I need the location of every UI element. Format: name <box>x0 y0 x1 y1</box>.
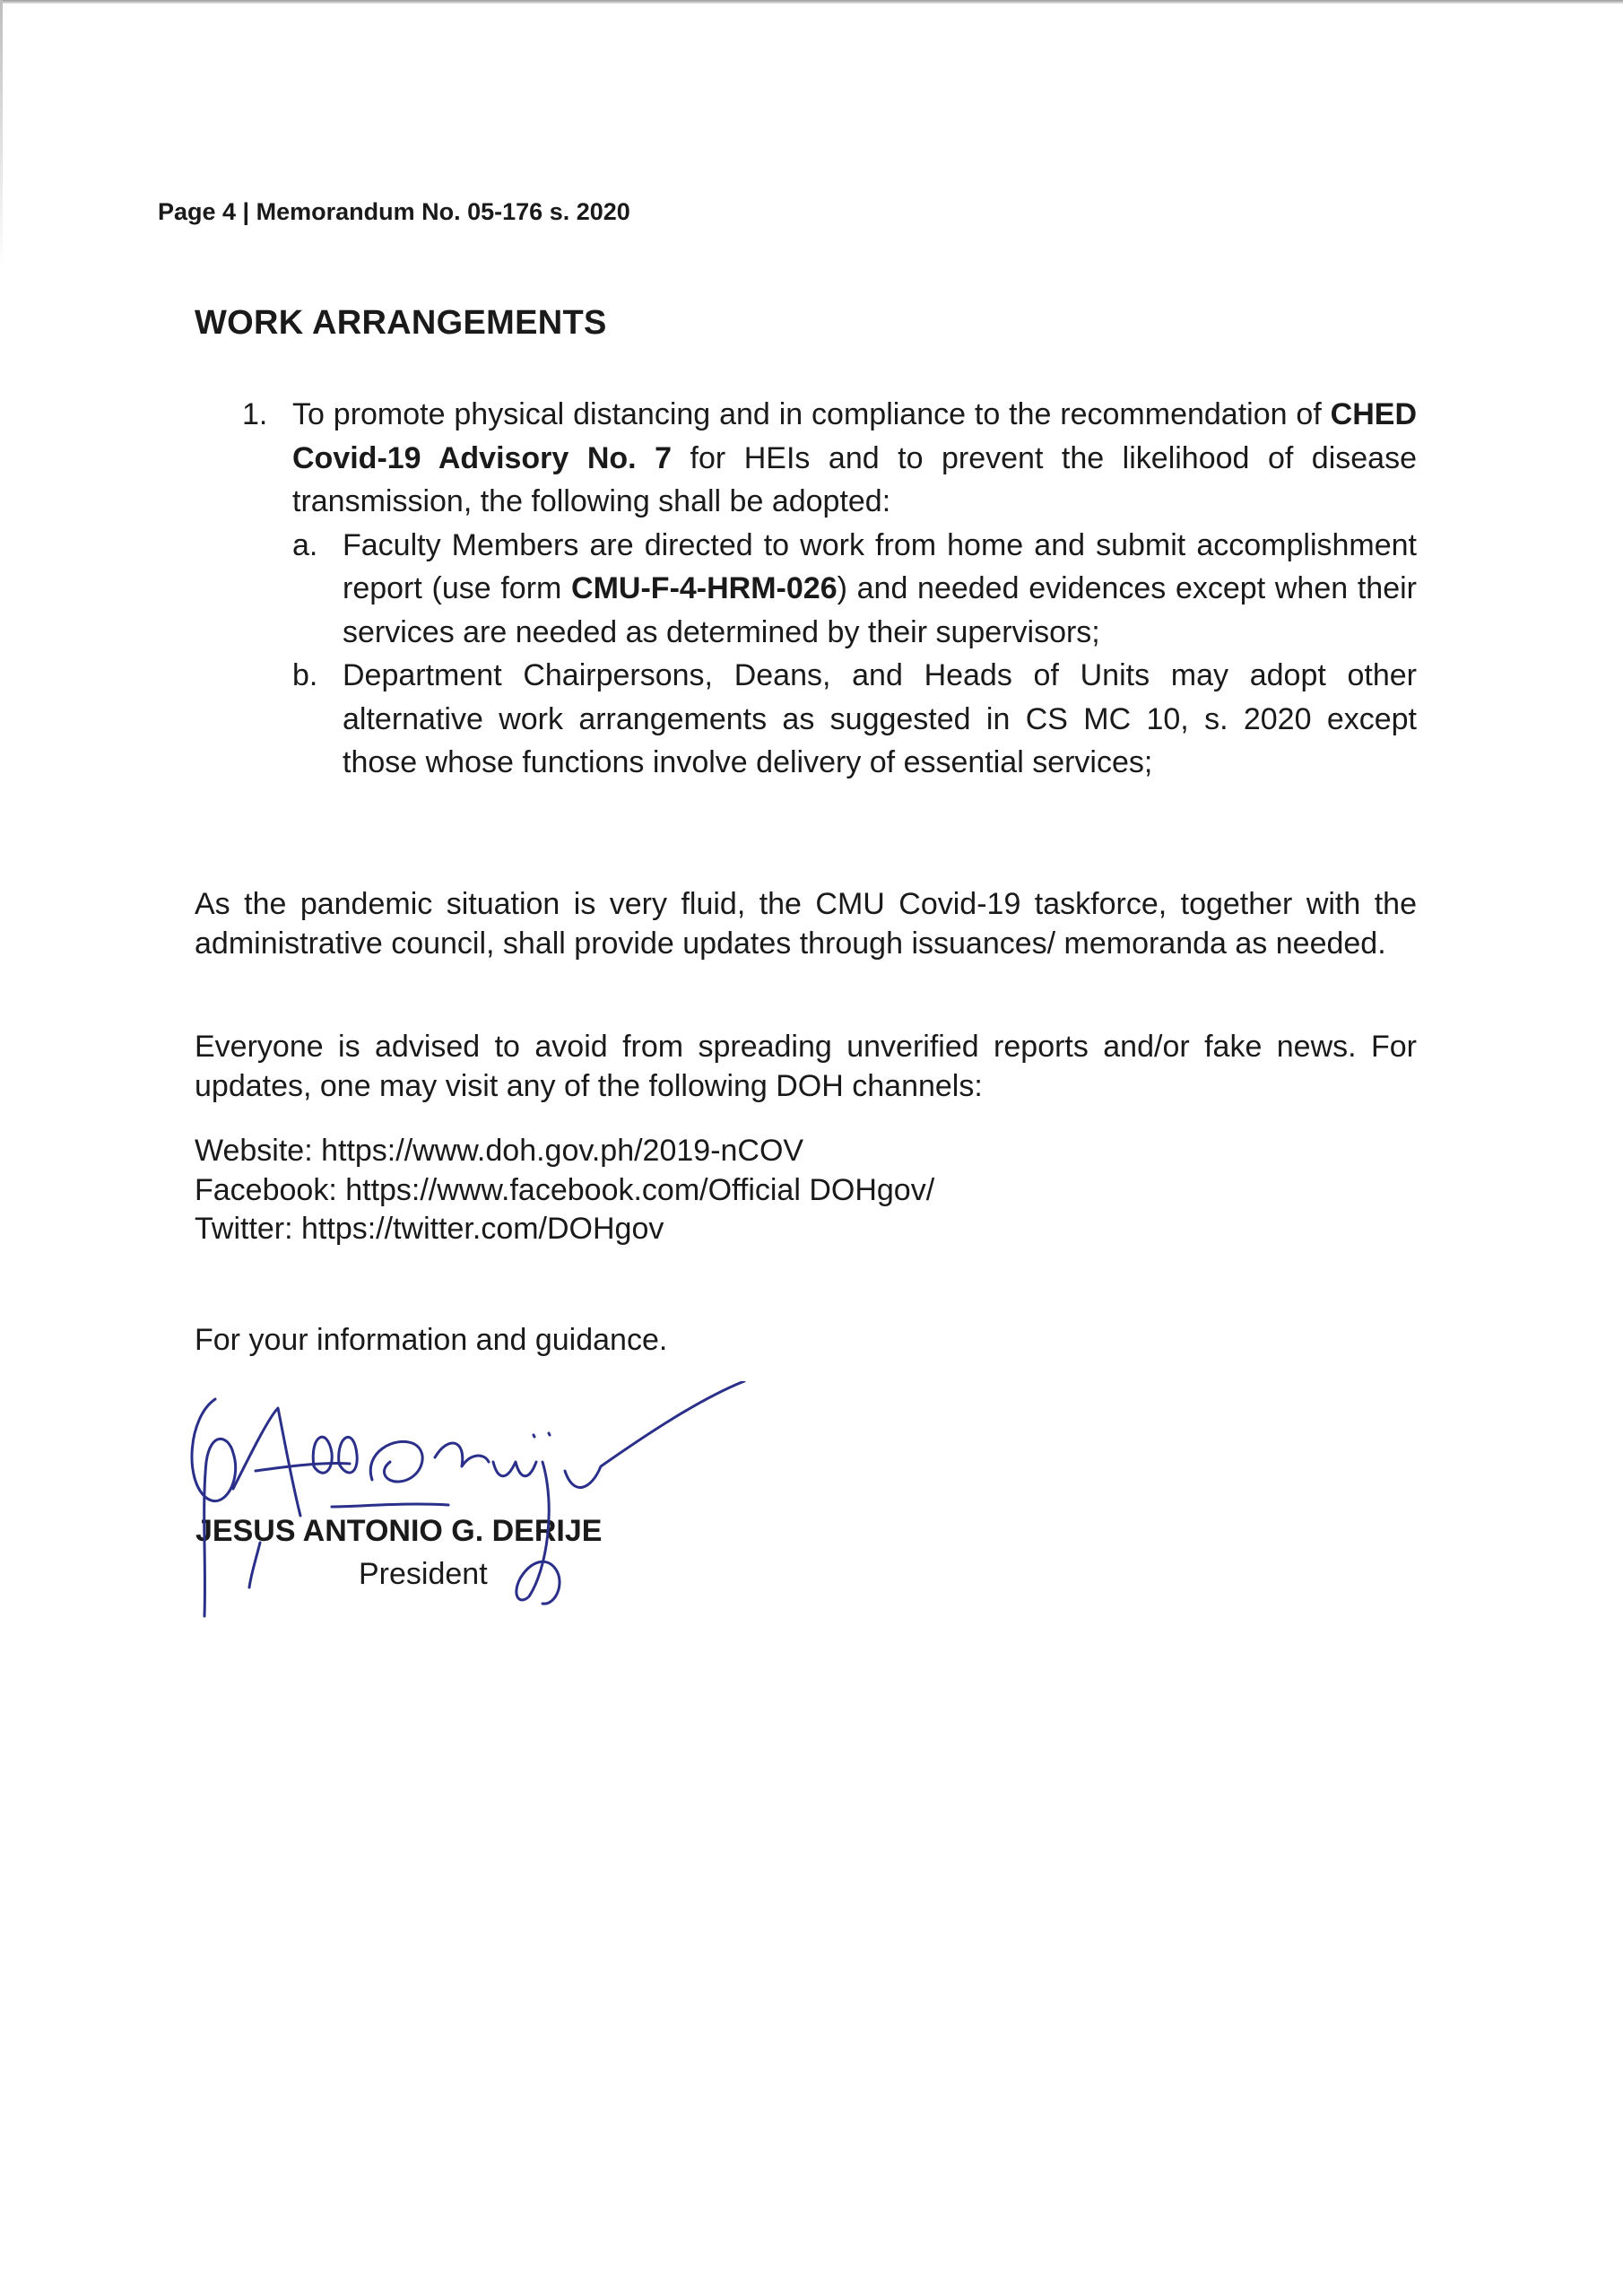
closing-line: For your information and guidance. <box>195 1323 668 1357</box>
form-code: CMU-F-4-HRM-026 <box>571 571 838 605</box>
sub-item-text: Department Chairpersons, Deans, and Heads of Units may adopt other alternative work arrangements as suggested in CS MC 10, s. 2020 except those whose functions involve delivery of essential services; <box>343 658 1417 779</box>
sub-item-letter: b. <box>292 658 318 692</box>
paragraph-pandemic-updates: As the pandemic situation is very fluid, the CMU Covid-19 taskforce, together with the administrative council, shall provide updates through issuances/ memoranda as needed. <box>195 887 1417 961</box>
sub-list <box>292 524 1417 785</box>
scan-top-edge <box>0 0 1623 4</box>
signatory-title: President <box>359 1557 488 1591</box>
doh-channels <box>195 1132 934 1249</box>
sub-item-letter: a. <box>292 527 318 562</box>
signatory-name: JESUS ANTONIO G. DERIJE <box>195 1514 603 1548</box>
section-title: WORK ARRANGEMENTS <box>195 304 607 342</box>
work-arrangements-list <box>242 393 1417 785</box>
facebook-line: Facebook: https://www.facebook.com/Official DOHgov/ <box>195 1172 935 1207</box>
scan-left-edge <box>0 0 3 269</box>
website-line: Website: https://www.doh.gov.ph/2019-nCOV <box>195 1134 804 1168</box>
handwritten-signature-icon <box>179 1381 771 1632</box>
ched-advisory-ref: CHED Covid-19 Advisory No. 7 <box>292 397 1417 475</box>
sub-item-a <box>292 524 1417 655</box>
sub-item-text: Faculty Members are directed to work from home and submit accomplishment report (use form CMU-F-4-HRM-026) and needed evidences except when their services are needed as determined by their supervisors; <box>343 527 1417 649</box>
list-item-number: 1. <box>242 397 268 431</box>
twitter-line: Twitter: https://twitter.com/DOHgov <box>195 1212 664 1246</box>
list-item-text: To promote physical distancing and in compliance to the recommendation of CHED Covid-19 Advisory No. 7 for HEIs and to prevent the likelihood of disease transmission, the following shall be adopted: <box>292 397 1418 518</box>
sub-item-b <box>292 654 1417 785</box>
page-header: Page 4 | Memorandum No. 05-176 s. 2020 <box>158 198 630 225</box>
list-item-1 <box>242 393 1417 785</box>
paragraph-advisory: Everyone is advised to avoid from spreading unverified reports and/or fake news. For updates, one may visit any of the following DOH channels: <box>195 1030 1417 1103</box>
